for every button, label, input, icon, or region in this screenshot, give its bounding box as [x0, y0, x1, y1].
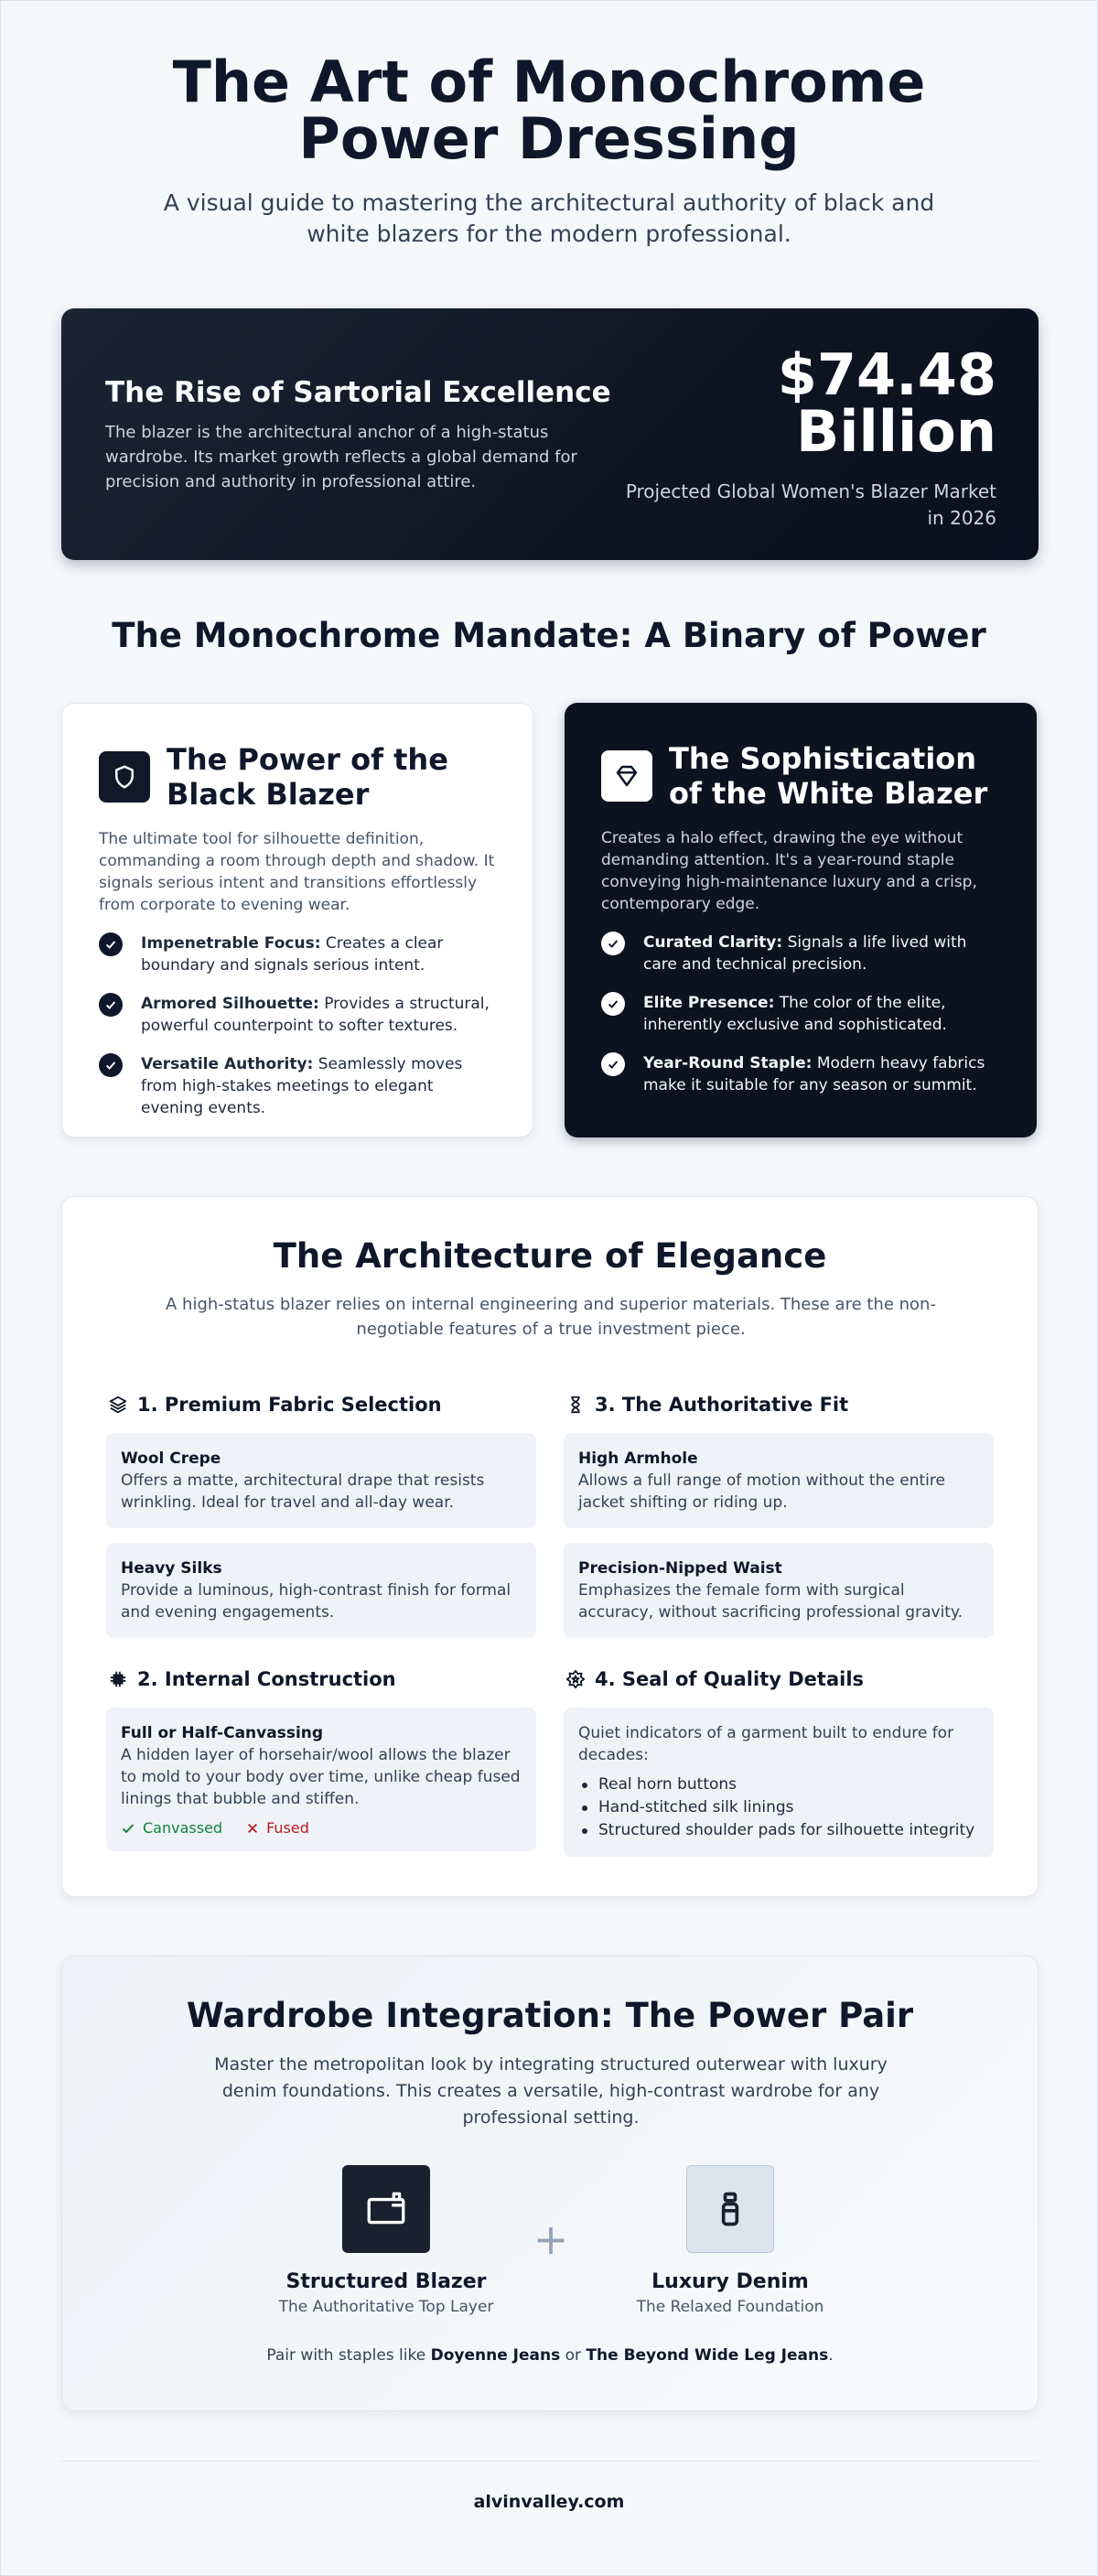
list-item: Structured shoulder pads for silhouette integrity	[578, 1819, 979, 1842]
shield-icon	[99, 751, 150, 803]
construction-legend	[121, 1819, 522, 1837]
list-item	[99, 1053, 496, 1119]
list-item	[601, 932, 1000, 975]
market-value: $74.48 Billion	[777, 341, 996, 465]
point-label: Year-Round Staple:	[643, 1054, 813, 1072]
pair-denim	[620, 2165, 840, 2317]
market-description: The blazer is the architectural anchor of a high-status wardrobe. Its market growth reflects a global demand for precision and authority in professional attire.	[105, 423, 577, 491]
point-label: Armored Silhouette:	[141, 995, 319, 1013]
feature-title: Precision-Nipped Waist	[578, 1559, 782, 1578]
feature-card	[564, 1433, 994, 1528]
beyond-wide-leg-jeans-link[interactable]: The Beyond Wide Leg Jeans	[586, 2346, 829, 2365]
market-title: The Rise of Sartorial Excellence	[105, 376, 611, 409]
page-subtitle: A visual guide to mastering the architectural authority of black and white blazers for the modern professional.	[163, 189, 935, 247]
quality-heading: 4. Seal of Quality Details	[564, 1665, 994, 1693]
list-item	[99, 993, 496, 1037]
layers-icon	[106, 1393, 130, 1417]
architecture-section	[61, 1196, 1039, 1897]
construction-heading: 2. Internal Construction	[106, 1665, 536, 1693]
point-label: Curated Clarity:	[643, 933, 783, 952]
footer-site-link[interactable]: alvinvalley.com	[473, 2492, 625, 2512]
feature-card	[106, 1433, 536, 1528]
point-text: Modern heavy fabrics make it suitable for any season or summit.	[643, 1054, 985, 1094]
list-item	[99, 932, 496, 976]
pair-name: Structured Blazer	[285, 2270, 487, 2293]
check-icon	[121, 1821, 135, 1836]
point-text: Seamlessly moves from high-stakes meetings to elegant evening events.	[141, 1055, 463, 1117]
jeans-icon	[686, 2165, 774, 2253]
mandate-cards	[61, 703, 1039, 1137]
point-label: Impenetrable Focus:	[141, 934, 321, 953]
pair-tag: The Relaxed Foundation	[636, 2298, 824, 2316]
check-icon	[99, 993, 123, 1017]
wardrobe-pairing-note: Pair with staples like Doyenne Jeans or The Beyond Wide Leg Jeans.	[266, 2346, 834, 2365]
feature-description: Allows a full range of motion without the entire jacket shifting or riding up.	[578, 1471, 945, 1512]
card-header	[99, 740, 496, 814]
feature-title: High Armhole	[578, 1450, 698, 1468]
pair-name: Luxury Denim	[651, 2270, 809, 2293]
market-caption: Projected Global Women's Blazer Market in 2026	[625, 480, 996, 529]
point-text: Signals a life lived with care and technical precision.	[643, 933, 967, 974]
footer-divider	[61, 2461, 1039, 2462]
feature-card	[564, 1708, 994, 1857]
chip-icon	[106, 1667, 130, 1691]
gem-icon	[601, 750, 652, 802]
card-points	[99, 932, 496, 1119]
list-item	[601, 992, 1000, 1036]
canvassed-label: Canvassed	[121, 1819, 222, 1837]
fit-heading: 3. The Authoritative Fit	[564, 1391, 994, 1418]
pair-blazer	[276, 2165, 496, 2317]
point-text: Creates a clear boundary and signals serious intent.	[141, 934, 444, 975]
card-title: The Sophistication of the White Blazer	[669, 741, 988, 811]
doyenne-jeans-link[interactable]: Doyenne Jeans	[430, 2346, 561, 2365]
badge-icon	[564, 1667, 587, 1691]
white-blazer-card	[565, 703, 1037, 1137]
market-stat	[612, 341, 996, 532]
plus-icon: +	[533, 2215, 569, 2264]
cross-icon	[246, 1822, 259, 1835]
fabric-heading: 1. Premium Fabric Selection	[106, 1391, 536, 1418]
page-title: The Art of Monochrome Power Dressing	[172, 49, 926, 172]
fabric-column	[106, 1391, 536, 1638]
check-icon	[99, 932, 123, 956]
fit-column	[564, 1391, 994, 1638]
market-banner	[61, 308, 1039, 560]
check-icon	[601, 932, 625, 955]
feature-title: Heavy Silks	[121, 1559, 222, 1578]
wardrobe-subtitle: Master the metropolitan look by integrating structured outerwear with luxury denim foundations. This creates a versatile, high-contrast wardrobe for any professional setting.	[214, 2054, 888, 2128]
list-item	[601, 1052, 1000, 1096]
feature-title: Wool Crepe	[121, 1450, 221, 1468]
feature-description: A hidden layer of horsehair/wool allows the blazer to mold to your body over time, unlike cheap fused linings that bubble and stiffen.	[121, 1746, 521, 1808]
pair-tag: The Authoritative Top Layer	[278, 2298, 494, 2316]
wardrobe-section	[61, 1956, 1039, 2411]
wardrobe-title: Wardrobe Integration: The Power Pair	[186, 1996, 914, 2035]
quality-intro: Quiet indicators of a garment built to endure for decades:	[578, 1724, 954, 1764]
feature-card	[106, 1543, 536, 1638]
feature-title: Full or Half-Canvassing	[121, 1724, 324, 1742]
list-item: Real horn buttons	[578, 1773, 979, 1796]
fused-label: Fused	[246, 1819, 309, 1837]
check-icon	[601, 992, 625, 1016]
hourglass-icon	[564, 1393, 587, 1417]
wallet-icon	[342, 2165, 430, 2253]
mandate-heading: The Monochrome Mandate: A Binary of Power	[112, 616, 986, 655]
card-header	[601, 739, 1000, 813]
point-label: Elite Presence:	[643, 994, 775, 1012]
list-item: Hand-stitched silk linings	[578, 1796, 979, 1819]
feature-card	[106, 1708, 536, 1851]
check-icon	[601, 1052, 625, 1076]
point-text: The color of the elite, inherently exclusive and sophisticated.	[643, 994, 947, 1034]
card-title: The Power of the Black Blazer	[167, 742, 448, 812]
black-blazer-card	[61, 703, 533, 1137]
feature-description: Offers a matte, architectural drape that resists wrinkling. Ideal for travel and all-day wear.	[121, 1471, 485, 1512]
architecture-subtitle: A high-status blazer relies on internal engineering and superior materials. These are the non-negotiable features of a true investment piece.	[166, 1295, 936, 1339]
card-description: Creates a halo effect, drawing the eye without demanding attention. It's a year-round staple conveying high-maintenance luxury and a crisp, contemporary edge.	[601, 829, 977, 913]
quality-column	[564, 1665, 994, 1857]
card-points	[601, 932, 1000, 1096]
card-description: The ultimate tool for silhouette definition, commanding a room through depth and shadow. It signals serious intent and transitions effortlessly from corporate to evening wear.	[99, 830, 495, 914]
construction-column	[106, 1665, 536, 1851]
feature-card	[564, 1543, 994, 1638]
point-text: Provides a structural, powerful counterpoint to softer textures.	[141, 995, 490, 1035]
check-icon	[99, 1053, 123, 1077]
quality-list	[578, 1773, 979, 1842]
architecture-title: The Architecture of Elegance	[273, 1236, 827, 1276]
feature-description: Emphasizes the female form with surgical accuracy, without sacrificing professional gravity.	[578, 1581, 963, 1622]
market-text	[105, 374, 636, 494]
point-label: Versatile Authority:	[141, 1055, 314, 1073]
feature-description: Provide a luminous, high-contrast finish for formal and evening engagements.	[121, 1581, 511, 1622]
